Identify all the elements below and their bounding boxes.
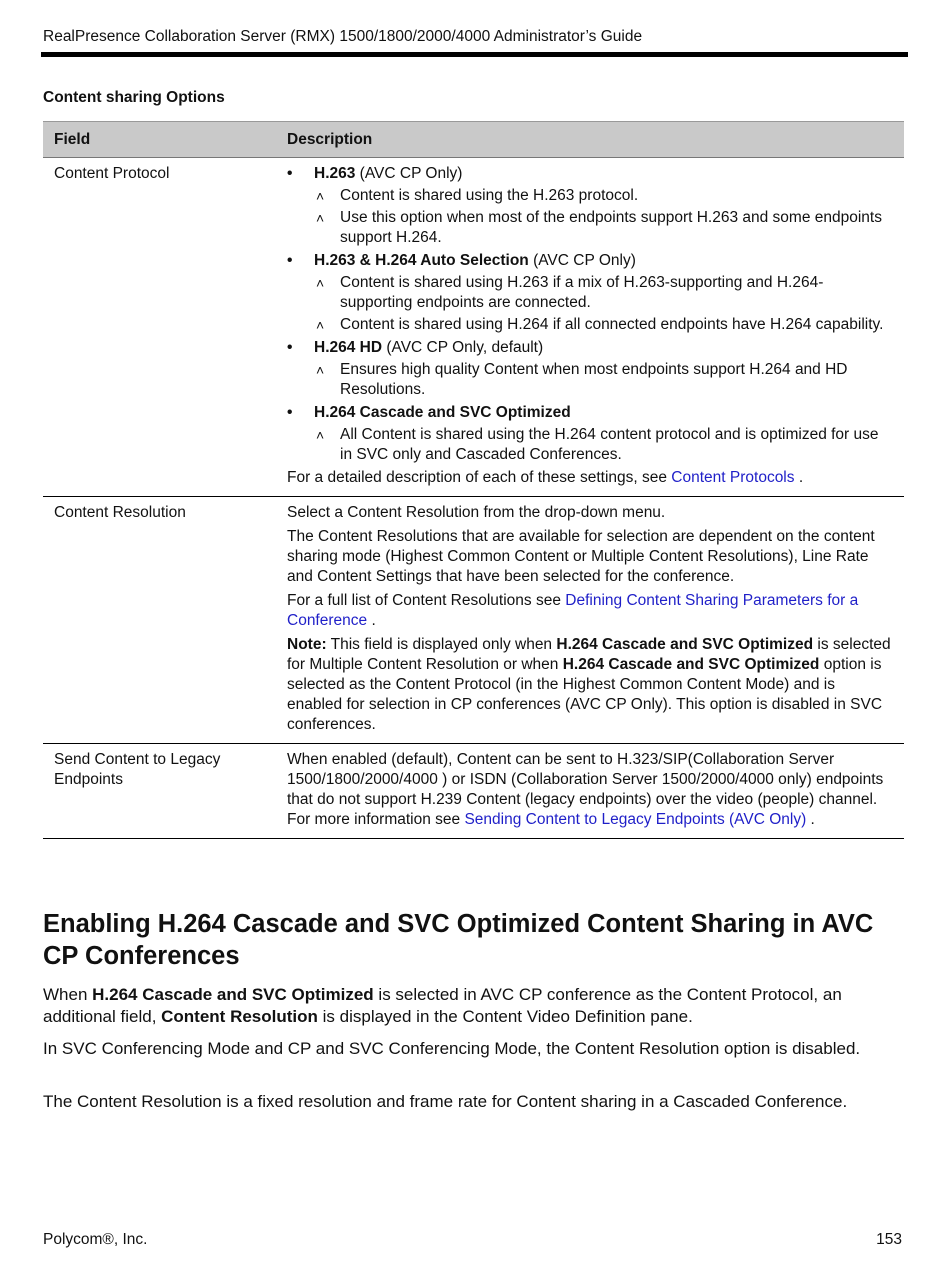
table-row xyxy=(43,158,904,497)
field-description xyxy=(265,744,904,839)
page-number: 153 xyxy=(876,1231,902,1248)
field-name: Content Protocol xyxy=(43,158,265,497)
table-row xyxy=(43,497,904,744)
paragraph: In SVC Conferencing Mode and CP and SVC Conferencing Mode, the Content Resolution option is disabled. xyxy=(43,1039,861,1058)
paragraph: The Content Resolution is a fixed resolution and frame rate for Content sharing in a Cascaded Conference. xyxy=(43,1092,848,1111)
list-item: ˄ Content is shared using H.264 if all connected endpoints have H.264 capability. xyxy=(314,315,892,335)
running-header: RealPresence Collaboration Server (RMX) 1500/1800/2000/4000 Administrator’s Guide xyxy=(43,28,643,45)
legacy-endpoints-link[interactable]: Sending Content to Legacy Endpoints (AVC Only) xyxy=(464,811,807,828)
list-item: • H.264 Cascade and SVC Optimized ˄ All Content is shared using the H.264 content protocol and is optimized for use in SVC only and Cascaded Conferences. xyxy=(287,403,892,465)
column-header-field: Field xyxy=(43,122,265,158)
header-rule xyxy=(41,52,908,57)
field-name: Send Content to Legacy Endpoints xyxy=(43,744,265,839)
footer-company: Polycom®, Inc. xyxy=(43,1231,148,1248)
table-caption: Content sharing Options xyxy=(43,89,225,106)
field-name: Content Resolution xyxy=(43,497,265,744)
defining-content-sharing-link[interactable]: Defining Content Sharing Parameters for a Conference xyxy=(287,592,859,629)
paragraph: When H.264 Cascade and SVC Optimized is selected in AVC CP conference as the Content Protocol, an additional field, Content Resolution is displayed in the Content Video Definition pane. xyxy=(43,985,842,1026)
list-item: ˄ Content is shared using the H.263 protocol. xyxy=(314,186,892,206)
content-protocols-link[interactable]: Content Protocols xyxy=(671,469,795,486)
list-item: ˄ Ensures high quality Content when most endpoints support H.264 and HD Resolutions. xyxy=(314,360,892,400)
paragraph: Select a Content Resolution from the drop-down menu. xyxy=(287,504,666,521)
paragraph: For a full list of Content Resolutions see Defining Content Sharing Parameters for a Conference . xyxy=(287,592,859,629)
list-item: • H.263 & H.264 Auto Selection (AVC CP Only) ˄ Content is shared using H.263 if a mix of H.263-supporting and H.264-supporting endpoints are connected. ˄ Content is shared using H.264 if all connected endpoints have H.264 capability. xyxy=(287,251,892,335)
list-item: ˄ All Content is shared using the H.264 content protocol and is optimized for use in SVC only and Cascaded Conferences. xyxy=(314,425,892,465)
table-header-row xyxy=(43,122,904,158)
field-description xyxy=(265,497,904,744)
list-item: ˄ Use this option when most of the endpoints support H.263 and some endpoints support H.264. xyxy=(314,208,892,248)
list-item: ˄ Content is shared using H.263 if a mix of H.263-supporting and H.264-supporting endpoints are connected. xyxy=(314,273,892,313)
field-description xyxy=(265,158,904,497)
note: Note: This field is displayed only when H.264 Cascade and SVC Optimized is selected for Multiple Content Resolution or when H.264 Cascade and SVC Optimized option is selected as the Content Protocol (in the Highest Common Content Mode) and is enabled for selection in CP conferences (AVC CP Only). This option is disabled in SVC conferences. xyxy=(287,636,891,733)
content-sharing-options-table xyxy=(43,121,904,839)
list-item: • H.264 HD (AVC CP Only, default) ˄ Ensures high quality Content when most endpoints support H.264 and HD Resolutions. xyxy=(287,338,892,400)
protocol-options-list xyxy=(287,164,892,465)
list-item: • H.263 (AVC CP Only) ˄ Content is shared using the H.263 protocol. ˄ Use this option when most of the endpoints support H.263 and some endpoints support H.264. xyxy=(287,164,892,248)
column-header-description: Description xyxy=(265,122,904,158)
section-heading: Enabling H.264 Cascade and SVC Optimized Content Sharing in AVC CP Conferences xyxy=(43,910,874,970)
paragraph: The Content Resolutions that are available for selection are dependent on the content sharing mode (Highest Common Content or Multiple Content Resolutions), Line Rate and Content Settings that have been selected for the conference. xyxy=(287,528,875,585)
table-row xyxy=(43,744,904,839)
paragraph: When enabled (default), Content can be sent to H.323/SIP(Collaboration Server 1500/1800/2000/4000 ) or ISDN (Collaboration Server 1500/2000/4000 only) endpoints that do not support H.239 Content (legacy endpoints) over the video (people) channel. For more information see Sending Content to Legacy Endpoints (AVC Only) . xyxy=(287,751,884,828)
protocol-footnote: For a detailed description of each of these settings, see Content Protocols . xyxy=(287,469,804,486)
